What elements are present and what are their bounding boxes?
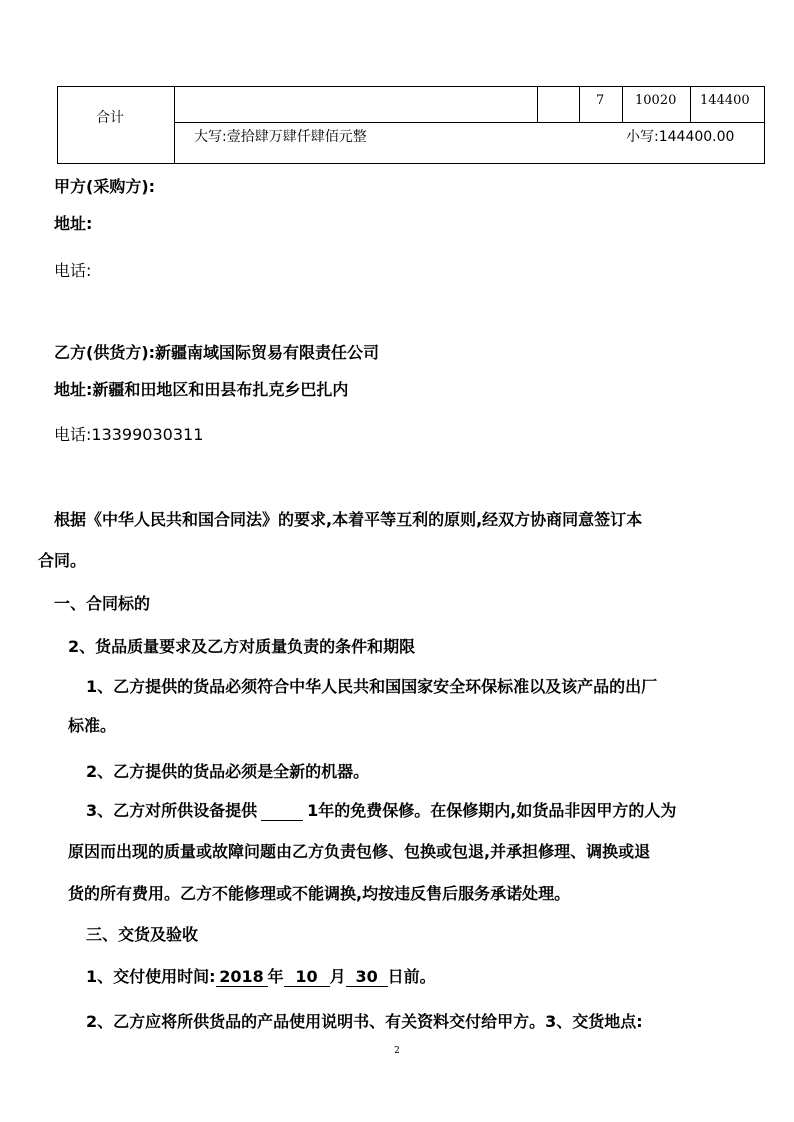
- total-label: 合计: [96, 110, 124, 126]
- delivery-time-label: 1、交付使用时间:: [86, 967, 216, 986]
- party-a-title: 甲方(采购方):: [54, 177, 156, 196]
- clause-line: 货的所有费用。乙方不能修理或不能调换,均按违反售后服务承诺处理。: [68, 884, 571, 903]
- day-suffix: 日前。: [387, 967, 436, 986]
- month-unit: 月: [329, 967, 346, 986]
- delivery-year: 2018: [216, 968, 268, 987]
- table-divider: [174, 87, 175, 164]
- warranty-prefix: 3、乙方对所供设备提供: [86, 801, 258, 820]
- table-divider: [537, 87, 538, 122]
- clause-line: 原因而出现的质量或故障问题由乙方负责包修、包换或包退,并承担修理、调换或退: [68, 842, 651, 861]
- warranty-period-blank: [261, 802, 303, 821]
- section-heading: 一、合同标的: [54, 594, 151, 613]
- clause-line: 标准。: [68, 716, 117, 735]
- page-number: 2: [394, 1046, 400, 1056]
- delivery-time-line: [86, 967, 436, 987]
- table-row-divider: [174, 122, 764, 123]
- party-b-phone: 电话:13399030311: [54, 425, 204, 444]
- unit-price-cell: 10020: [635, 93, 677, 108]
- section-heading: 三、交货及验收: [86, 925, 199, 944]
- party-b-title: 乙方(供货方):新疆南域国际贸易有限责任公司: [54, 343, 380, 362]
- table-divider: [579, 87, 580, 122]
- summary-table: [57, 86, 765, 164]
- lowercase-amount: 小写:144400.00: [626, 129, 735, 145]
- clause-line: 2、乙方提供的货品必须是全新的机器。: [86, 762, 370, 781]
- subsection-heading: 2、货品质量要求及乙方对质量负责的条件和期限: [68, 637, 416, 656]
- amount-cell: 144400: [700, 93, 750, 108]
- delivery-month: 10: [284, 968, 330, 987]
- intro-paragraph-line: 根据《中华人民共和国合同法》的要求,本着平等互利的原则,经双方协商同意签订本: [54, 510, 643, 529]
- delivery-day: 30: [346, 968, 388, 987]
- party-b-address: 地址:新疆和田地区和田县布扎克乡巴扎内: [54, 380, 349, 399]
- clause-line: 1、乙方提供的货品必须符合中华人民共和国国家安全环保标准以及该产品的出厂: [86, 677, 658, 696]
- clause-line: 2、乙方应将所供货品的产品使用说明书、有关资料交付给甲方。3、交货地点:: [86, 1012, 643, 1031]
- year-unit: 年: [267, 967, 284, 986]
- warranty-clause-line: [86, 801, 676, 821]
- party-a-address-label: 地址:: [54, 214, 93, 233]
- warranty-rest: 1年的免费保修。在保修期内,如货品非因甲方的人为: [307, 801, 677, 820]
- table-divider: [690, 87, 691, 122]
- table-divider: [622, 87, 623, 122]
- quantity-cell: 7: [596, 93, 605, 108]
- party-a-phone-label: 电话:: [54, 261, 92, 280]
- intro-paragraph-line: 合同。: [38, 551, 87, 570]
- uppercase-amount: 大写:壹拾肆万肆仟肆佰元整: [194, 129, 367, 145]
